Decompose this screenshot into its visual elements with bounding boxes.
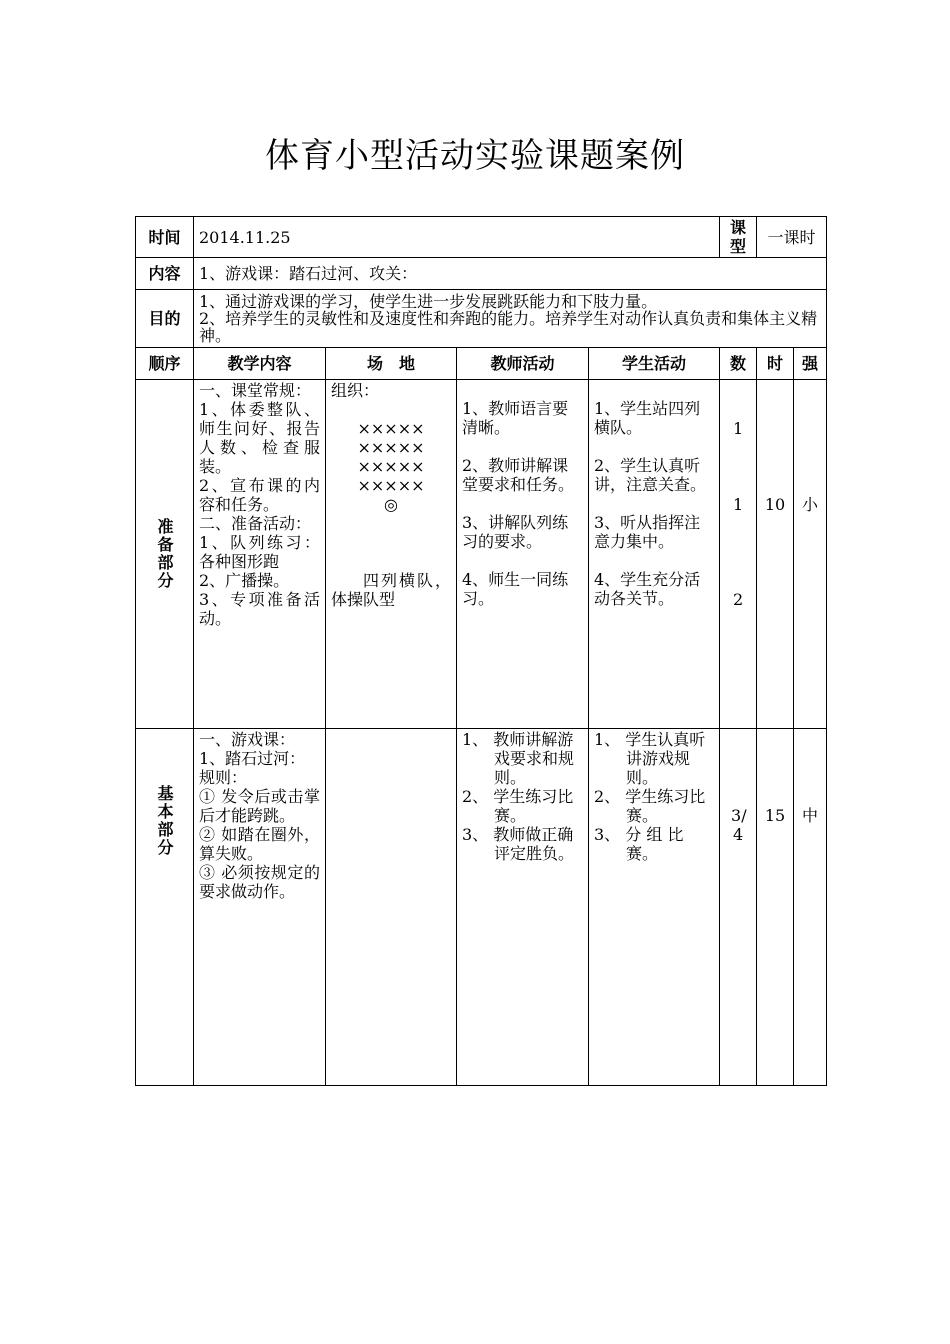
goal-row xyxy=(136,290,827,348)
prep-teacher xyxy=(457,380,589,729)
prep-count xyxy=(720,380,757,729)
formation-row: ××××× xyxy=(357,419,425,438)
basic-content-line: 1、踏石过河： xyxy=(199,749,306,768)
basic-student-item: 1、 学生认真听讲游戏规则。 xyxy=(594,730,706,787)
header-time: 时 xyxy=(757,348,794,380)
header-venue: 场 地 xyxy=(326,348,457,380)
prep-content-line: 1、体委整队、师生问好、报告人数、检查服装。 xyxy=(199,400,320,476)
time-value: 2014.11.25 xyxy=(194,217,720,258)
basic-teacher xyxy=(457,729,589,1086)
basic-intensity-value: 中 xyxy=(802,806,819,825)
basic-content-line: 规则： xyxy=(199,768,248,787)
goal-line: 1、通过游戏课的学习，使学生进一步发展跳跃能力和下肢力量。 xyxy=(199,292,658,311)
prep-content-line: 2、宣布课的内容和任务。 xyxy=(199,476,320,514)
basic-label-cell xyxy=(136,729,194,1086)
prep-intensity-value: 小 xyxy=(802,495,819,514)
teacher-position-mark: ◎ xyxy=(384,495,398,514)
formation-row: ××××× xyxy=(357,476,425,495)
lesson-type-value: 一课时 xyxy=(757,217,827,258)
prep-content-line: 1、队列练习：各种图形跑 xyxy=(199,533,320,571)
prep-student xyxy=(589,380,720,729)
prep-row xyxy=(136,380,827,729)
basic-venue xyxy=(326,729,457,1086)
prep-time xyxy=(757,380,794,729)
prep-venue xyxy=(326,380,457,729)
lesson-type-label: 课型 xyxy=(720,217,757,258)
header-intensity: 强 xyxy=(794,348,827,380)
prep-teacher-item: 4、师生一同练习。 xyxy=(462,570,569,608)
basic-teacher-item: 2、 学生练习比赛。 xyxy=(462,787,574,825)
header-teacher: 教师活动 xyxy=(457,348,589,380)
prep-student-item: 4、学生充分活动各关节。 xyxy=(594,570,701,608)
prep-count-value: 1 xyxy=(732,495,744,514)
prep-student-item: 3、听从指挥注意力集中。 xyxy=(594,513,701,551)
venue-org-label: 组织： xyxy=(331,381,380,400)
header-content: 教学内容 xyxy=(194,348,326,380)
prep-content xyxy=(194,380,326,729)
prep-student-item: 1、学生站四列横队。 xyxy=(594,399,701,437)
basic-student xyxy=(589,729,720,1086)
basic-time-value: 15 xyxy=(764,806,786,825)
prep-count-value: 2 xyxy=(732,590,744,609)
basic-count-value: 3/4 xyxy=(731,806,747,844)
prep-label-cell xyxy=(136,380,194,729)
header-row xyxy=(136,348,827,380)
lesson-plan-table xyxy=(135,216,827,1086)
basic-student-item: 3、 分 组 比赛。 xyxy=(594,825,684,863)
basic-teacher-item: 1、 教师讲解游戏要求和规则。 xyxy=(462,730,575,787)
basic-time xyxy=(757,729,794,1086)
page-title: 体育小型活动实验课题案例 xyxy=(265,136,685,176)
time-row xyxy=(136,217,827,258)
prep-content-line: 2、广播操。 xyxy=(199,571,290,590)
prep-content-line: 3、专项准备活动。 xyxy=(199,590,320,628)
basic-row xyxy=(136,729,827,1086)
basic-count xyxy=(720,729,757,1086)
prep-content-line: 一、课堂常规： xyxy=(199,381,312,400)
venue-note: 四列横队，体操队型 xyxy=(331,571,451,609)
content-value: 1、游戏课：踏石过河、攻关： xyxy=(194,258,827,290)
prep-count-value: 1 xyxy=(732,419,744,438)
prep-content-line: 二、准备活动： xyxy=(199,514,312,533)
basic-content xyxy=(194,729,326,1086)
prep-teacher-item: 1、教师语言要清晰。 xyxy=(462,399,569,437)
basic-teacher-item: 3、 教师做正确评定胜负。 xyxy=(462,825,575,863)
basic-intensity xyxy=(794,729,827,1086)
goal-line: 2、培养学生的灵敏性和及速度性和奔跑的能力。培养学生对动作认真负责和集体主义精神。 xyxy=(199,309,818,345)
prep-teacher-item: 3、讲解队列练习的要求。 xyxy=(462,513,569,551)
goal-value xyxy=(194,290,827,348)
prep-time-value: 10 xyxy=(764,495,786,514)
basic-content-line: ② 如踏在圈外，算失败。 xyxy=(199,825,320,863)
prep-label: 准备部分 xyxy=(155,518,174,590)
header-student: 学生活动 xyxy=(589,348,720,380)
content-label: 内容 xyxy=(136,258,194,290)
prep-student-item: 2、学生认真听讲，注意关查。 xyxy=(594,456,707,494)
basic-content-line: ③ 必须按规定的要求做动作。 xyxy=(199,863,320,901)
header-count: 数 xyxy=(720,348,757,380)
basic-student-item: 2、 学生练习比赛。 xyxy=(594,787,706,825)
time-label: 时间 xyxy=(136,217,194,258)
formation-row: ××××× xyxy=(357,438,425,457)
content-row xyxy=(136,258,827,290)
prep-teacher-item: 2、教师讲解课堂要求和任务。 xyxy=(462,456,575,494)
basic-content-line: ① 发令后或击掌后才能跨跳。 xyxy=(199,787,320,825)
goal-label: 目的 xyxy=(136,290,194,348)
header-order: 顺序 xyxy=(136,348,194,380)
basic-label: 基本部分 xyxy=(155,785,174,857)
formation-row: ××××× xyxy=(357,457,425,476)
prep-intensity xyxy=(794,380,827,729)
basic-content-line: 一、游戏课： xyxy=(199,730,296,749)
